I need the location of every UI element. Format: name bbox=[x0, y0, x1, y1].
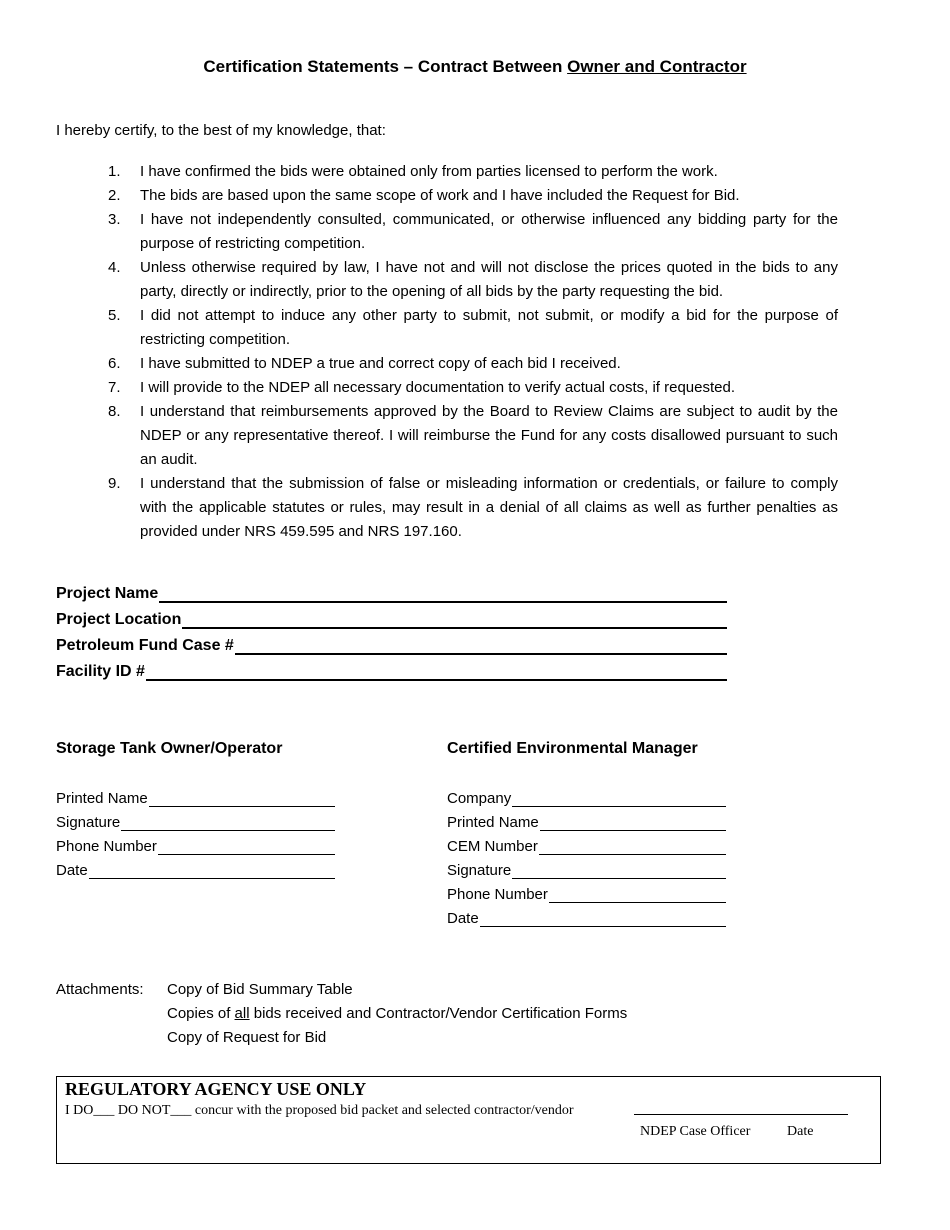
facility-id-label: Facility ID # bbox=[56, 663, 145, 680]
manager-date-line[interactable] bbox=[480, 912, 726, 927]
owner-printed-name-line[interactable] bbox=[149, 792, 335, 807]
attachment-text: Copies of bbox=[167, 1005, 235, 1022]
owner-printed-name-label: Printed Name bbox=[56, 790, 148, 807]
item-text: I have confirmed the bids were obtained only from parties licensed to perform the work. bbox=[140, 163, 718, 180]
owner-date-field bbox=[56, 862, 335, 879]
item-text: I will provide to the NDEP all necessary documentation to verify actual costs, if requested. bbox=[140, 379, 736, 396]
list-item bbox=[108, 184, 838, 208]
item-text: The bids are based upon the same scope of work and I have included the Request for Bid. bbox=[140, 187, 740, 204]
agency-title: REGULATORY AGENCY USE ONLY bbox=[65, 1079, 367, 1099]
manager-cem-number-line[interactable] bbox=[539, 840, 726, 855]
attachment-text: bids received and Contractor/Vendor Certification Forms bbox=[249, 1005, 628, 1022]
item-text: I have not independently consulted, communicated, or otherwise influenced any bidding party for the purpose of restricting competition. bbox=[140, 211, 838, 252]
owner-phone-field bbox=[56, 838, 335, 855]
list-item bbox=[108, 352, 838, 376]
officer-signature-line[interactable] bbox=[634, 1114, 848, 1115]
item-number: 7. bbox=[108, 379, 121, 396]
attachment-emphasis: all bbox=[234, 1005, 250, 1022]
project-location-field bbox=[56, 611, 727, 629]
item-number: 6. bbox=[108, 355, 121, 372]
item-number: 1. bbox=[108, 163, 121, 180]
manager-phone-label: Phone Number bbox=[447, 886, 548, 903]
manager-date-field bbox=[447, 910, 726, 927]
title-underlined: Owner and Contractor bbox=[567, 57, 747, 76]
list-item bbox=[108, 376, 838, 400]
intro-text: I hereby certify, to the best of my knowledge, that: bbox=[56, 122, 386, 139]
attachments-label: Attachments: bbox=[56, 981, 144, 998]
owner-printed-name-field bbox=[56, 790, 335, 807]
item-text: I understand that reimbursements approved by the Board to Review Claims are subject to audit by the NDEP or any representative thereof. I will reimburse the Fund for any costs disallowed pursuant to such an audit. bbox=[140, 403, 838, 468]
manager-phone-line[interactable] bbox=[549, 888, 726, 903]
list-item bbox=[108, 400, 838, 472]
owner-date-line[interactable] bbox=[89, 864, 335, 879]
item-number: 8. bbox=[108, 403, 121, 420]
owner-phone-line[interactable] bbox=[158, 840, 335, 855]
project-location-label: Project Location bbox=[56, 611, 182, 628]
item-number: 2. bbox=[108, 187, 121, 204]
project-name-label: Project Name bbox=[56, 585, 159, 602]
list-item bbox=[108, 472, 838, 544]
title-prefix: Certification Statements – Contract Between bbox=[203, 57, 568, 76]
item-number: 4. bbox=[108, 259, 121, 276]
item-number: 3. bbox=[108, 211, 121, 228]
owner-signature-label: Signature bbox=[56, 814, 121, 831]
manager-company-field bbox=[447, 790, 726, 807]
agency-use-box bbox=[56, 1076, 881, 1164]
item-text: I have submitted to NDEP a true and correct copy of each bid I received. bbox=[140, 355, 621, 372]
owner-signature-line[interactable] bbox=[121, 816, 335, 831]
item-number: 5. bbox=[108, 307, 121, 324]
manager-signature-label: Signature bbox=[447, 862, 512, 879]
page-title bbox=[0, 57, 950, 77]
manager-company-line[interactable] bbox=[512, 792, 726, 807]
manager-signature-field bbox=[447, 862, 726, 879]
manager-printed-name-line[interactable] bbox=[540, 816, 726, 831]
manager-signature-line[interactable] bbox=[512, 864, 726, 879]
manager-printed-name-label: Printed Name bbox=[447, 814, 539, 831]
facility-id-input-line[interactable] bbox=[146, 665, 727, 681]
manager-phone-field bbox=[447, 886, 726, 903]
fund-case-field bbox=[56, 637, 727, 655]
manager-company-label: Company bbox=[447, 790, 512, 807]
item-text: I did not attempt to induce any other party to submit, not submit, or modify a bid for the purpose of restricting competition. bbox=[140, 307, 838, 348]
facility-id-field bbox=[56, 663, 727, 681]
list-item bbox=[108, 160, 838, 184]
item-text: Unless otherwise required by law, I have not and will not disclose the prices quoted in the bids to any party, directly or indirectly, prior to the opening of all bids by the party requesting the bid. bbox=[140, 259, 838, 300]
project-name-field bbox=[56, 585, 727, 603]
project-location-input-line[interactable] bbox=[182, 613, 727, 629]
owner-signature-field bbox=[56, 814, 335, 831]
manager-cem-number-field bbox=[447, 838, 726, 855]
fund-case-label: Petroleum Fund Case # bbox=[56, 637, 234, 654]
officer-date-label: Date bbox=[787, 1124, 814, 1139]
owner-heading: Storage Tank Owner/Operator bbox=[56, 740, 283, 757]
attachment-item: Copy of Bid Summary Table bbox=[167, 981, 353, 998]
attachment-item bbox=[167, 1005, 627, 1022]
list-item bbox=[108, 208, 838, 256]
owner-phone-label: Phone Number bbox=[56, 838, 157, 855]
concur-line: I DO___ DO NOT___ concur with the proposed bid packet and selected contractor/vendor bbox=[65, 1103, 574, 1118]
project-name-input-line[interactable] bbox=[159, 587, 727, 603]
list-item bbox=[108, 256, 838, 304]
manager-heading: Certified Environmental Manager bbox=[447, 740, 698, 757]
manager-date-label: Date bbox=[447, 910, 479, 927]
item-number: 9. bbox=[108, 475, 121, 492]
owner-date-label: Date bbox=[56, 862, 88, 879]
officer-label: NDEP Case Officer bbox=[640, 1124, 751, 1139]
fund-case-input-line[interactable] bbox=[235, 639, 727, 655]
attachment-item: Copy of Request for Bid bbox=[167, 1029, 327, 1046]
item-text: I understand that the submission of false or misleading information or credentials, or failure to comply with the applicable statutes or rules, may result in a denial of all claims as well as further penalties as provided under NRS 459.595 and NRS 197.160. bbox=[140, 475, 838, 540]
manager-printed-name-field bbox=[447, 814, 726, 831]
statement-list bbox=[108, 160, 838, 544]
list-item bbox=[108, 304, 838, 352]
manager-cem-number-label: CEM Number bbox=[447, 838, 538, 855]
